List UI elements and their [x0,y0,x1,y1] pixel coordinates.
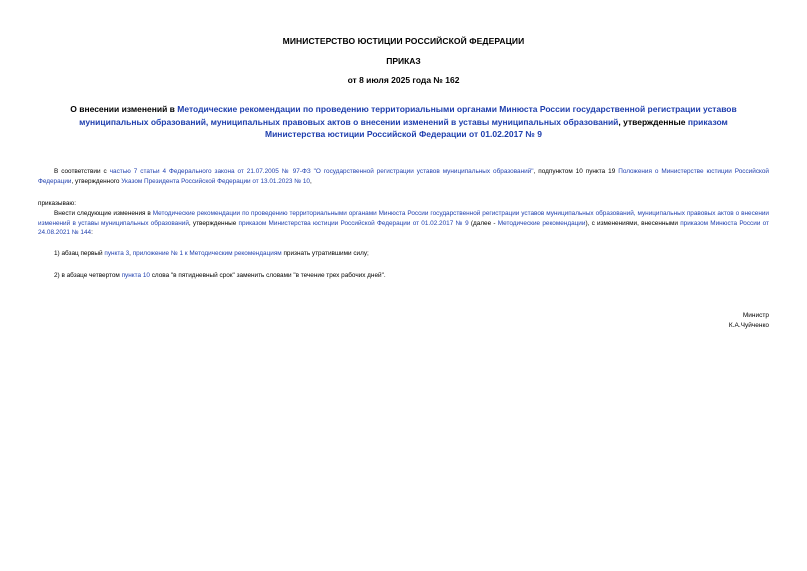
title-text-middle: , утвержденные [618,116,688,127]
ministry-header: МИНИСТЕРСТВО ЮСТИЦИИ РОССИЙСКОЙ ФЕДЕРАЦИИ [282,36,525,46]
signature-name: К.А.Чуйченко [728,322,769,329]
document-title [48,103,759,141]
document-date-number: от 8 июля 2025 года № 162 [347,75,460,85]
p3-link-order[interactable]: приказом Министерства юстиции Российской Федерации от 01.02.2017 № 9 [238,219,469,227]
p3-text-1: Внести следующие изменения в [54,210,153,217]
p1-text-1: В соответствии с [54,168,110,175]
p3-link-methodical-recommendations[interactable]: Методические рекомендации по проведению территориальными органами Минюста России государственной регистрации уставов муниципальных образований, муниципальных правовых актов о внесении изменений в уставы муниципальных образований [38,210,770,227]
p4-link-point-3[interactable]: пункта 3 [104,250,130,257]
paragraph-item-1 [38,249,769,259]
p1-text-3: , утвержденного [71,177,122,185]
p1-text-2: , подпунктом 10 пункта 19 [533,168,619,175]
p5-text-1: 2) в абзаце четвертом [54,272,122,279]
p4-link-appendix-1[interactable]: приложение № 1 к Методическим рекомендациям [132,250,282,257]
title-link-methodical-recommendations[interactable]: Методические рекомендации по проведению территориальными органами Минюста России государственной регистрации уставов муниципальных образований, муниципальных правовых актов о внесении изменений в уставы муниципальных образований [79,104,737,127]
title-link-order[interactable]: приказом Министерства юстиции Российской Федерации от 01.02.2017 № 9 [265,116,728,139]
p3-text-3: (далее - [468,219,498,227]
p1-link-regulation[interactable]: Положения о Министерстве юстиции Российской Федерации [38,168,770,185]
p5-text-2: слова "в пятидневный срок" заменить словами "в течение трех рабочих дней". [149,272,386,279]
p3-text-4: ), с изменениями, внесенными [585,219,681,227]
p1-link-presidential-decree[interactable]: Указом Президента Российской Федерации от 13.01.2023 № 10 [121,177,310,185]
p1-link-federal-law[interactable]: частью 7 статьи 4 Федерального закона от 21.07.2005 № 97-ФЗ "О государственной регистрации уставов муниципальных образований" [109,168,534,175]
p5-link-point-10[interactable]: пункта 10 [121,272,150,279]
title-text-prefix: О внесении изменений в [70,104,178,114]
paragraph-basis [38,167,769,186]
p4-text-2: , [129,250,133,257]
paragraph-item-2 [38,271,769,281]
p1-text-4: , [309,177,312,185]
signature-title: Министр [742,312,769,319]
document-type: ПРИКАЗ [386,56,421,66]
p3-link-recommendations-short[interactable]: Методические рекомендации [497,219,586,227]
p4-text-1: 1) абзац первый [54,250,105,257]
paragraph-amendments [38,209,769,238]
paragraph-order-word: приказываю: [38,200,76,207]
p3-link-order-2021[interactable]: приказом Минюста России от 24.08.2021 № 144 [38,219,769,236]
p3-text-2: , утвержденные [188,219,239,227]
p4-text-3: признать утратившими силу; [281,250,369,257]
p3-text-5: : [91,229,93,236]
